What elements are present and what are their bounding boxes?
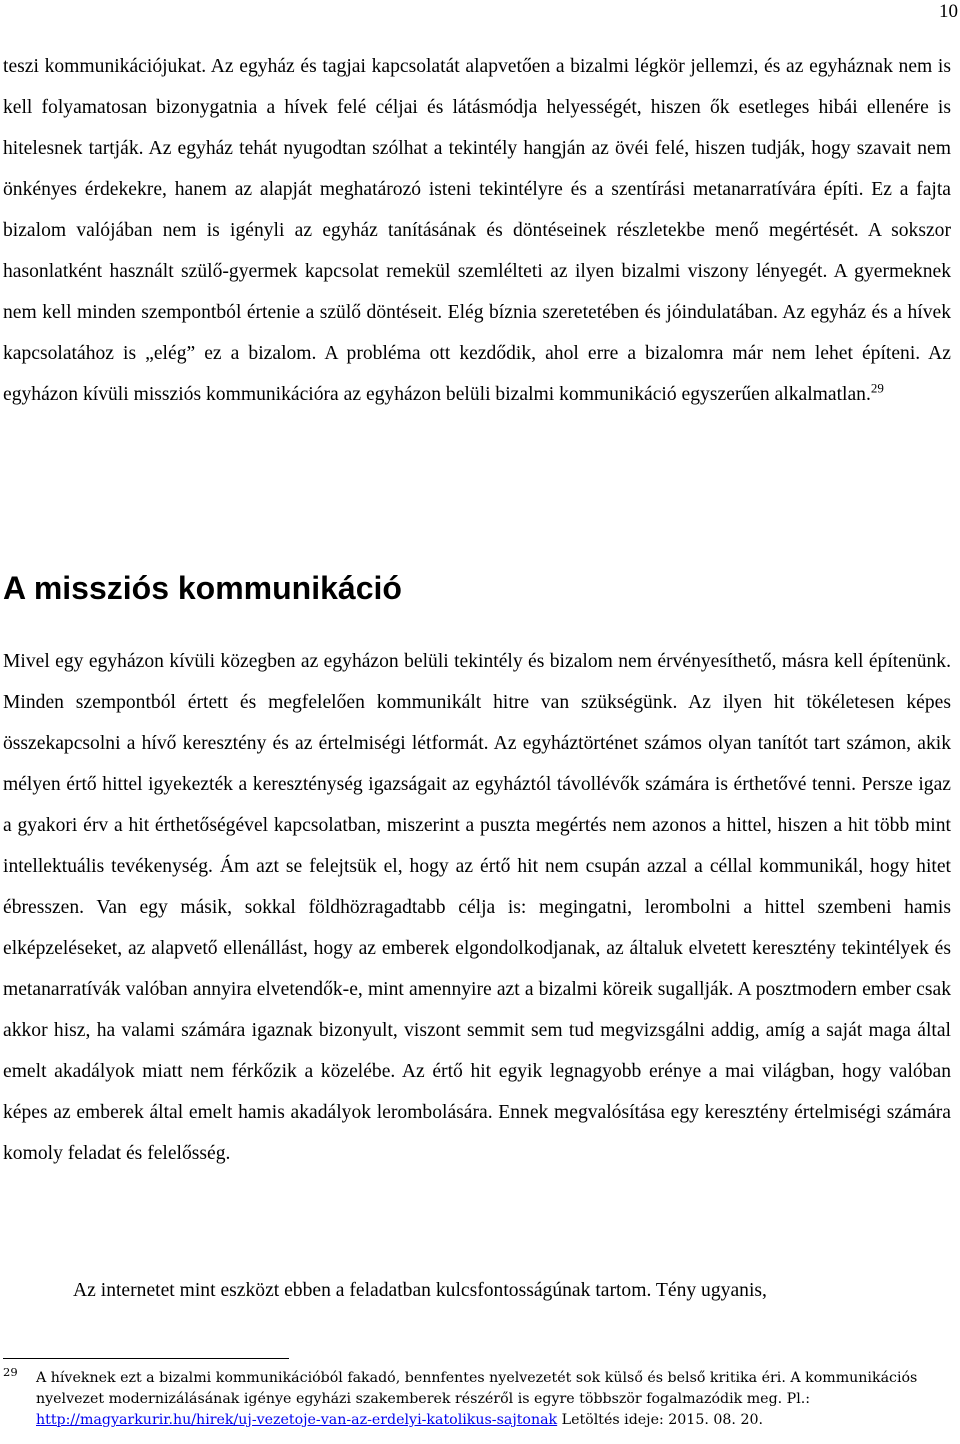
footnote-text-before-link: A híveknek ezt a bizalmi kommunikációból fakadó, bennfentes nyelvezetét sok külső és belső kritika éri. A kommunikációs nyelvezet modernizálásának igénye egyházi szakemberek részéről is egyre többször fogalmazódik meg. Pl.: (36, 1370, 918, 1407)
section-heading: A missziós kommunikáció (3, 570, 402, 606)
footnote-reference[interactable]: 29 (870, 380, 884, 396)
body-paragraph-3: Az internetet mint eszközt ebben a feladatban kulcsfontosságúnak tartom. Tény ugyanis, (73, 1280, 767, 1301)
footnote (3, 1365, 953, 1431)
footnote-separator (3, 1358, 289, 1359)
paragraph-text: teszi kommunikációjukat. Az egyház és tagjai kapcsolatát alapvetően a bizalmi légkör jellemzi, és az egyháznak nem is kell folyamatosan bizonygatnia a hívek felé céljai és látásmódja helyességét, hiszen ők esetleges hibái ellenére is hitelesnek tartják. Az egyház tehát nyugodtan szólhat a tekintély hangján az övéi felé, hiszen tudják, hogy szavait nem önkényes érdekekre, hanem az alapját meghatározó isteni tekintélyre és a szentírási metanarratívára építi. Ez a fajta bizalom valójában nem is igényli az egyház tanításának és döntéseinek részletekbe menő megértését. A sokszor hasonlatként használt szülő-gyermek kapcsolat remekül szemlélteti az ilyen bizalmi viszony lényegét. A gyermeknek nem kell minden szempontból értenie a szülő döntéseit. Elég bíznia szeretetében és jóindulatában. Az egyház és a hívek kapcsolatához is „elég” ez a bizalom. A probléma ott kezdődik, ahol erre a bizalomra már nem lehet építeni. Az egyházon kívüli missziós kommunikációra az egyházon belüli bizalmi kommunikáció egyszerűen alkalmatlan. (3, 56, 951, 405)
page-number: 10 (939, 1, 958, 22)
footnote-number: 29 (3, 1365, 18, 1379)
footnote-text (36, 1368, 953, 1431)
body-paragraph-2: Mivel egy egyházon kívüli közegben az egyházon belüli tekintély és bizalom nem érvényesíthető, másra kell építenünk. Minden szempontból értett és megfelelően kommunikált hitre van szükségünk. Az ilyen hit tökéletesen képes összekapcsolni a hívő keresztény és az értelmiségi létformát. Az egyháztörténet számos olyan tanítót tart számon, akik mélyen értő hittel igyekezték a kereszténység igazságait az egyháztól távollévők számára is érthetővé tenni. Persze igaz a gyakori érv a hit érthetőségével kapcsolatban, miszerint a puszta megértés nem azonos a hittel, hiszen a hit több mint intellektuális tevékenység. Ám azt se felejtsük el, hogy az értő hit nem csupán azzal a céllal kommunikál, hogy hitet ébresszen. Van egy másik, sokkal földhözragadtabb célja is: megingatni, lerombolni a hittel szembeni hamis elképzeléseket, az alapvető ellenállást, hogy az emberek elgondolkodjanak, az általuk elvetett keresztény tekintélyek és metanarratívák valóban annyira elvetendők-e, mint amennyire azt a bizalmi köreik sugallják. A posztmodern ember csak akkor hisz, ha valami számára igaznak bizonyult, viszont semmit sem tud megvizsgálni addig, amíg a saját maga által emelt akadályok miatt nem férkőzik a közelébe. Az értő hit egyik legnagyobb erénye a mai világban, hogy valóban képes az emberek által emelt hamis akadályok lerombolására. Ennek megvalósítása egy keresztény értelmiségi számára komoly feladat és felelősség. (3, 651, 951, 1164)
footnote-text-after-link: Letöltés ideje: 2015. 08. 20. (557, 1412, 764, 1428)
body-paragraph-1 (3, 46, 951, 415)
footnote-link[interactable]: http://magyarkurir.hu/hirek/uj-vezetoje-van-az-erdelyi-katolikus-sajtonak (36, 1412, 558, 1428)
